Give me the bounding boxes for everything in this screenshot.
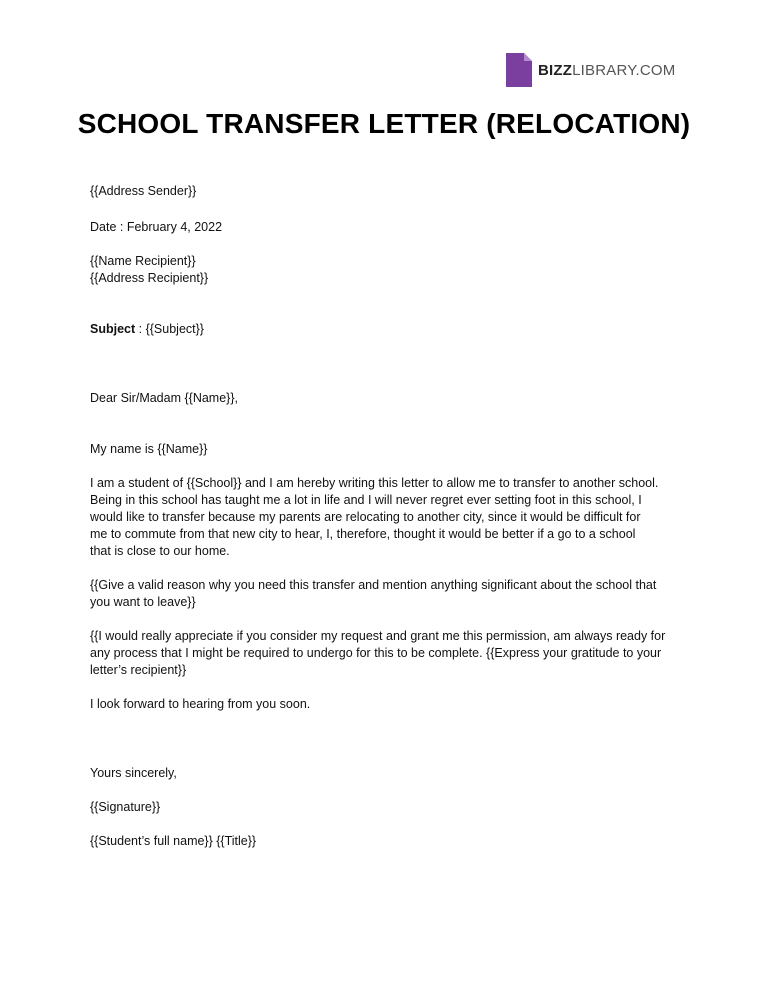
subject-value: : {{Subject}}: [135, 322, 204, 336]
address-sender: {{Address Sender}}: [90, 184, 197, 198]
letter-date: Date : February 4, 2022: [90, 220, 223, 234]
brand-logo: [506, 53, 676, 87]
paragraph-3-line: {{I would really appreciate if you consider my request and grant me this permission, am always ready for: [90, 629, 666, 643]
paragraph-1-line: I am a student of {{School}} and I am hereby writing this letter to allow me to transfer to another school.: [90, 476, 659, 490]
paragraph-3-line: letter’s recipient}}: [90, 663, 187, 677]
brand-name: [538, 62, 676, 79]
paragraph-1-line: Being in this school has taught me a lot in life and I will never regret ever setting foot in this school, I: [90, 493, 642, 507]
student-full-name: {{Student’s full name}} {{Title}}: [90, 834, 257, 848]
subject-line: [90, 321, 690, 338]
paragraph-1-line: me to commute from that new city to hear, I, therefore, thought it would be better if a go to a school: [90, 527, 636, 541]
name-recipient: {{Name Recipient}}: [90, 254, 196, 268]
intro-line: My name is {{Name}}: [90, 442, 208, 456]
brand-name-bold: BIZZ: [538, 61, 573, 79]
paragraph-1: [90, 475, 690, 560]
paragraph-2-line: you want to leave}}: [90, 595, 196, 609]
paragraph-2: [90, 577, 690, 611]
address-recipient: {{Address Recipient}}: [90, 271, 209, 285]
document-logo-icon: [506, 53, 532, 87]
recipient-block: [90, 253, 690, 287]
signature: {{Signature}}: [90, 800, 161, 814]
paragraph-1-line: that is close to our home.: [90, 544, 230, 558]
page-title: SCHOOL TRANSFER LETTER (RELOCATION): [77, 108, 691, 139]
brand-name-light: LIBRARY.COM: [572, 61, 676, 79]
sign-off: Yours sincerely,: [90, 766, 177, 780]
paragraph-2-line: {{Give a valid reason why you need this transfer and mention anything significant about the school that: [90, 578, 657, 592]
paragraph-1-line: would like to transfer because my parents are relocating to another city, since it would be difficult for: [90, 510, 641, 524]
closing-line: I look forward to hearing from you soon.: [90, 697, 311, 711]
paragraph-3: [90, 628, 690, 679]
paragraph-3-line: any process that I might be required to undergo for this to be complete. {{Express your gratitude to your: [90, 646, 662, 660]
salutation: Dear Sir/Madam {{Name}},: [90, 391, 238, 405]
subject-label: Subject: [90, 322, 136, 336]
